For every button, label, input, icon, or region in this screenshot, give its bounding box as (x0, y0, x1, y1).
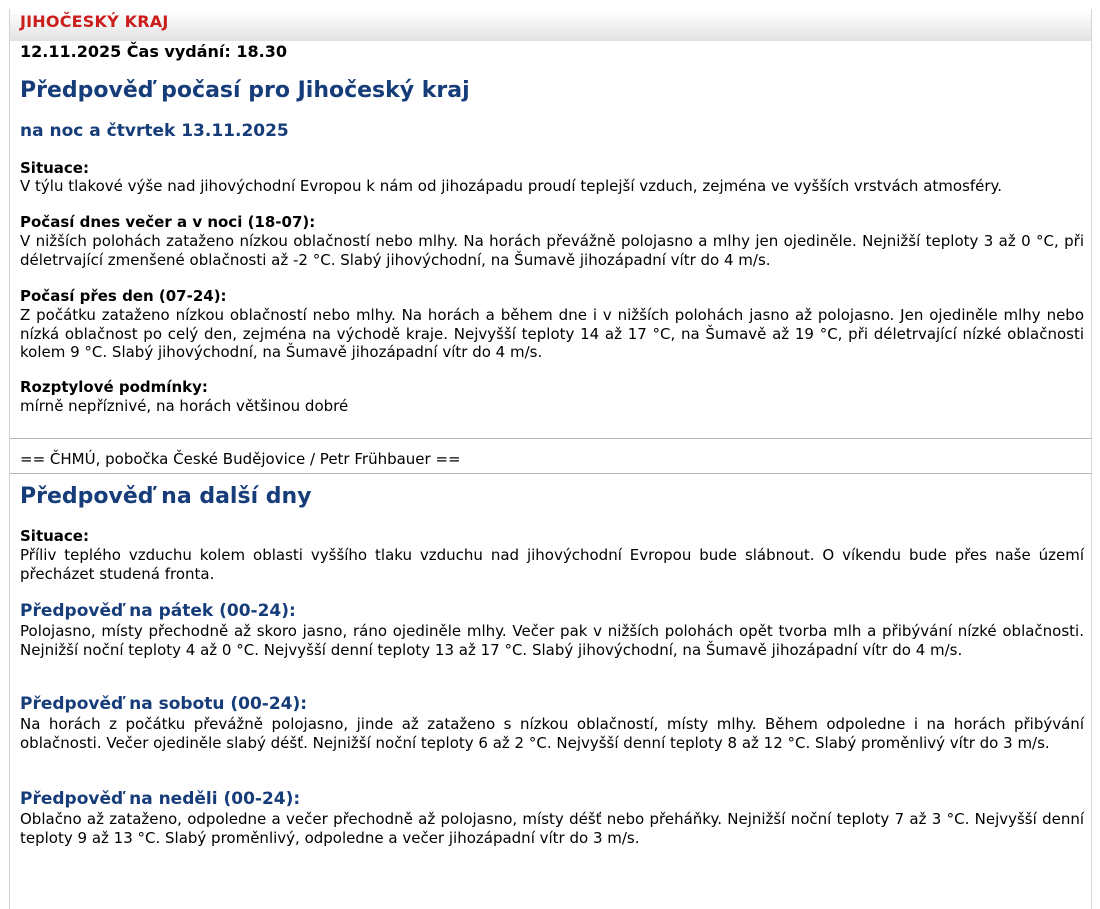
sunday-forecast-text: Oblačno až zataženo, odpoledne a večer přechodně až polojasno, místy déšť nebo přeháňky. Nejnižší noční teploty 7 až 3 °C. Nejvyšší denní teploty 9 až 13 °C. Slabý proměnlivý, odpoledne a večer jihozápadní vítr do 3 m/s. (20, 810, 1084, 847)
divider-bottom (10, 473, 1091, 474)
sunday-forecast-title: Předpověď na neděli (00-24): (20, 789, 301, 809)
region-header-bar (10, 10, 1091, 41)
dispersion-label: Rozptylové podmínky: (20, 378, 208, 396)
dispersion-text: mírně nepříznivé, na horách většinou dobré (20, 397, 349, 415)
situation-text: V týlu tlakové výše nad jihovýchodní Evropou k nám od jihozápadu proudí teplejší vzduch, zejména ve vyšších vrstvách atmosféry. (20, 177, 1003, 195)
day-forecast-label: Počasí přes den (07-24): (20, 287, 227, 305)
issue-date: 12.11.2025 Čas vydání: 18.30 (20, 42, 287, 61)
saturday-forecast-title: Předpověď na sobotu (00-24): (20, 694, 308, 714)
forecast-title: Předpověď počasí pro Jihočeský kraj (20, 78, 470, 103)
night-forecast-text: V nižších polohách zataženo nízkou oblačností nebo mlhy. Na horách převážně polojasno a mlhy jen ojediněle. Nejnižší teploty 3 až 0 °C, při déletrvající zmenšené oblačnosti až -2 °C. Slabý jihovýchodní, na Šumavě jihozápadní vítr do 4 m/s. (20, 232, 1084, 269)
forecast-subtitle: na noc a čtvrtek 13.11.2025 (20, 121, 289, 141)
saturday-forecast-text: Na horách z počátku převážně polojasno, jinde až zataženo s nízkou oblačností, místy mlhy. Během odpoledne i na horách přibývání oblačnosti. Večer ojediněle slabý déšť. Nejnižší noční teploty 6 až 2 °C. Nejvyšší denní teploty 8 až 12 °C. Slabý proměnlivý vítr do 3 m/s. (20, 715, 1084, 752)
situation-label: Situace: (20, 159, 89, 177)
region-title: JIHOČESKÝ KRAJ (20, 12, 169, 31)
divider-top (10, 438, 1091, 439)
friday-forecast-text: Polojasno, místy přechodně až skoro jasno, ráno ojediněle mlhy. Večer pak v nižších polohách opět tvorba mlh a přibývání nízké oblačnosti. Nejnižší noční teploty 4 až 0 °C. Nejvyšší denní teploty 13 až 17 °C. Slabý jihovýchodní, na Šumavě jihozápadní vítr do 4 m/s. (20, 622, 1084, 659)
friday-forecast-title: Předpověď na pátek (00-24): (20, 601, 296, 621)
night-forecast-label: Počasí dnes večer a v noci (18-07): (20, 213, 316, 231)
outlook-title: Předpověď na další dny (20, 484, 312, 509)
author-signature: == ČHMÚ, pobočka České Budějovice / Petr Frühbauer == (20, 450, 461, 468)
outlook-situation-text: Příliv teplého vzduchu kolem oblasti vyššího tlaku vzduchu nad jihovýchodní Evropou bude slábnout. O víkendu bude přes naše území přecházet studená fronta. (20, 546, 1084, 583)
day-forecast-text: Z počátku zataženo nízkou oblačností nebo mlhy. Na horách a během dne i v nižších polohách jasno až polojasno. Jen ojediněle mlhy nebo nízká oblačnost po celý den, zejména na východě kraje. Nejvyšší teploty 14 až 17 °C, na Šumavě až 19 °C, při déletrvající nízké oblačnosti kolem 9 °C. Slabý jihovýchodní, na Šumavě jihozápadní vítr do 4 m/s. (20, 306, 1084, 361)
outlook-situation-label: Situace: (20, 527, 89, 545)
